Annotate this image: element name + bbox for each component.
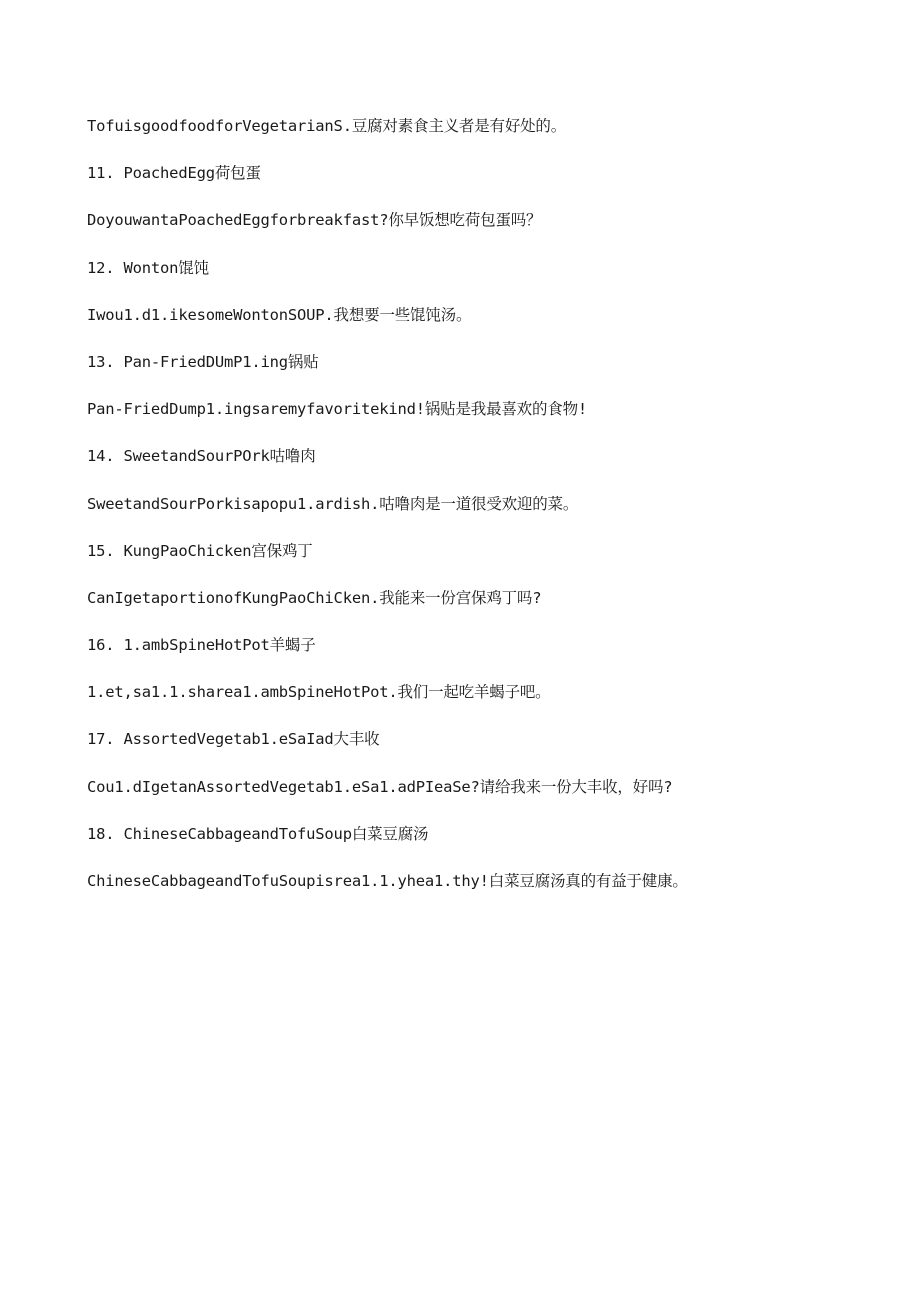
- text-line: CanIgetaportionofKungPaoChiCken.我能来一份宫保鸡丁吗?: [87, 588, 542, 607]
- text-line: Cou1.dIgetanAssortedVegetab1.eSa1.adPIeaSe?请给我来一份大丰收，好吗?: [87, 777, 673, 796]
- text-line: Pan-FriedDump1.ingsaremyfavoritekind!锅贴是我最喜欢的食物!: [87, 400, 588, 419]
- item-heading: 13. Pan-FriedDUmP1.ing锅贴: [87, 352, 319, 371]
- text-line: 1.et,sa1.1.sharea1.ambSpineHotPot.我们一起吃羊蝎子吧。: [87, 683, 551, 702]
- document-body: [87, 116, 887, 918]
- text-line: TofuisgoodfoodforVegetarianS.豆腐对素食主义者是有好处的。: [87, 117, 567, 135]
- item-heading: 16. 1.ambSpineHotPot羊蝎子: [87, 636, 316, 655]
- text-line: DoyouwantaPoachedEggforbreakfast?你早饭想吃荷包蛋吗？: [87, 211, 542, 230]
- item-heading: 12. Wonton馄饨: [87, 258, 209, 277]
- item-heading: 14. SweetandSourPOrk咕噜肉: [87, 447, 316, 466]
- item-heading: 18. ChineseCabbageandTofuSoup白菜豆腐汤: [87, 824, 429, 843]
- item-heading: 11. PoachedEgg荷包蛋: [87, 164, 261, 183]
- text-line: SweetandSourPorkisapopu1.ardish.咕噜肉是一道很受欢迎的菜。: [87, 494, 579, 513]
- text-line: ChineseCabbageandTofuSoupisrea1.1.yhea1.thy!白菜豆腐汤真的有益于健康。: [87, 872, 688, 890]
- item-heading: 17. AssortedVegetab1.eSaIad大丰收: [87, 730, 380, 749]
- text-line: Iwou1.d1.ikesomeWontonSOUP.我想要一些馄饨汤。: [87, 305, 472, 324]
- item-heading: 15. KungPaoChicken宫保鸡丁: [87, 541, 313, 560]
